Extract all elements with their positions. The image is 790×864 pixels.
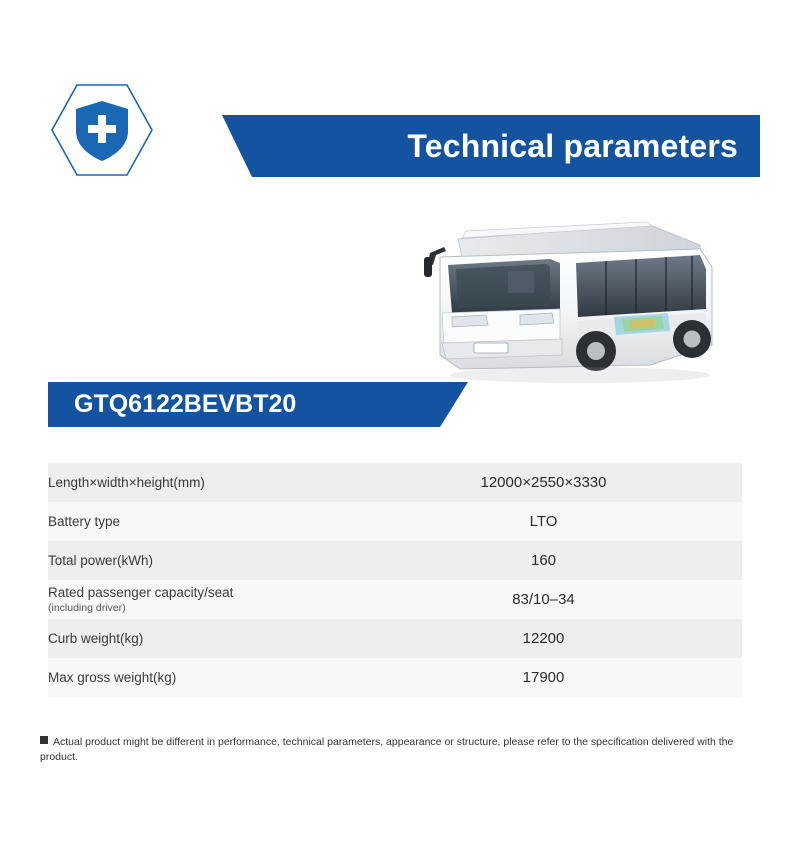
spec-label-text: Battery type bbox=[48, 513, 121, 529]
spec-label-text: Length×width×height(mm) bbox=[48, 474, 205, 490]
page-header bbox=[0, 72, 790, 182]
footnote bbox=[40, 735, 752, 765]
spec-label-text: Curb weight(kg) bbox=[48, 630, 144, 646]
table-row bbox=[48, 619, 742, 658]
spec-label bbox=[48, 658, 345, 697]
spec-value: 160 bbox=[345, 541, 742, 580]
shield-medical-icon bbox=[48, 82, 156, 178]
spec-value: 12200 bbox=[345, 619, 742, 658]
spec-label-subtext: (including driver) bbox=[48, 601, 126, 614]
table-row bbox=[48, 541, 742, 580]
spec-value: 17900 bbox=[345, 658, 742, 697]
spec-label bbox=[48, 580, 345, 619]
table-row bbox=[48, 463, 742, 502]
spec-value: LTO bbox=[345, 502, 742, 541]
spec-value: 12000×2550×3330 bbox=[345, 463, 742, 502]
bullet-square-icon bbox=[40, 736, 48, 744]
spec-label-text: Rated passenger capacity/seat bbox=[48, 584, 234, 600]
spec-value: 83/10–34 bbox=[345, 580, 742, 619]
model-banner bbox=[48, 382, 468, 427]
spec-label bbox=[48, 502, 345, 541]
spec-label bbox=[48, 619, 345, 658]
footnote-text: Actual product might be different in performance, technical parameters, appearance or structure, please refer to the specification delivered with the product. bbox=[40, 736, 734, 764]
table-row bbox=[48, 658, 742, 697]
spec-label bbox=[48, 541, 345, 580]
table-row bbox=[48, 502, 742, 541]
table-row bbox=[48, 580, 742, 619]
spec-label-text: Total power(kWh) bbox=[48, 552, 154, 568]
model-name: GTQ6122BEVBT20 bbox=[74, 390, 297, 418]
spec-label bbox=[48, 463, 345, 502]
title-banner bbox=[222, 115, 760, 177]
product-image bbox=[400, 205, 740, 390]
spec-label-text: Max gross weight(kg) bbox=[48, 669, 177, 685]
specifications-table bbox=[48, 463, 742, 697]
page-title: Technical parameters bbox=[407, 128, 738, 164]
